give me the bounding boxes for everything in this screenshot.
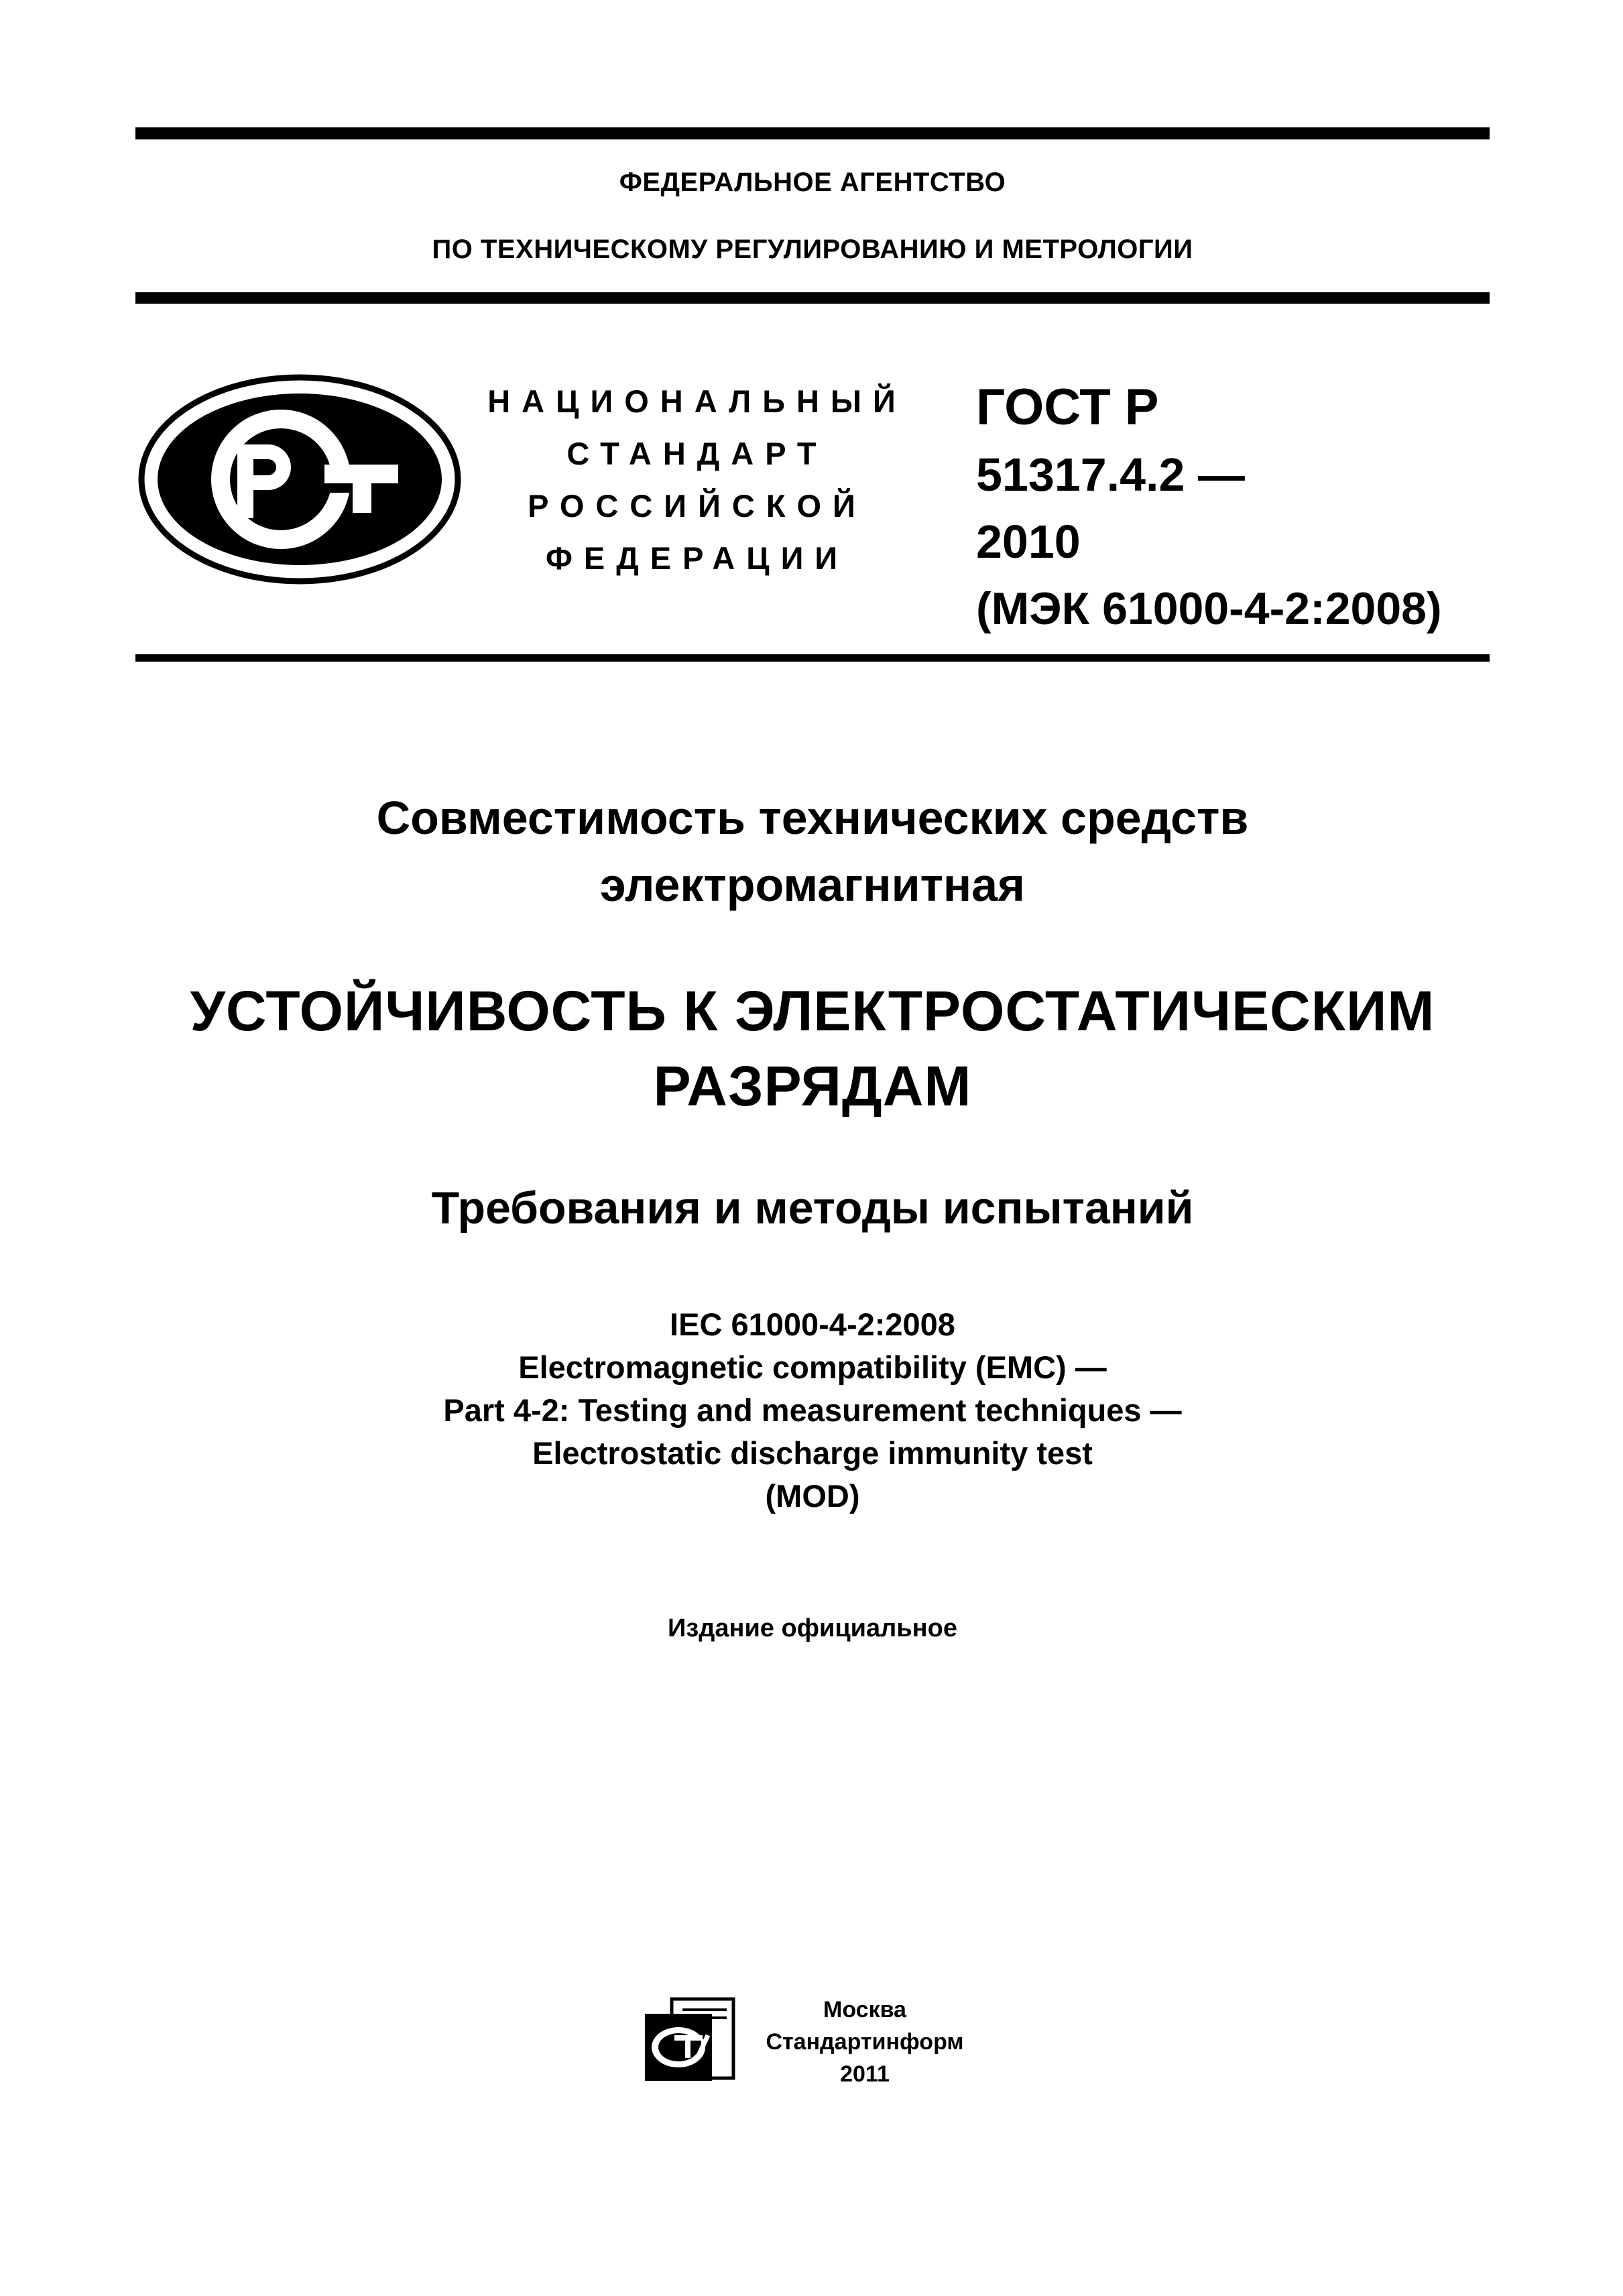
national-standard-label <box>469 375 925 585</box>
iec-line-5: (MOD) <box>765 1478 860 1514</box>
gost-designation <box>976 374 1486 642</box>
iec-reference-block <box>135 1303 1490 1518</box>
agency-line-2: ПО ТЕХНИЧЕСКОМУ РЕГУЛИРОВАНИЮ И МЕТРОЛОГИИ <box>432 235 1193 264</box>
bottom-rule <box>135 654 1490 662</box>
national-line-4: ФЕДЕРАЦИИ <box>545 540 849 576</box>
publisher-imprint <box>751 1994 979 2090</box>
national-line-3: РОССИЙСКОЙ <box>528 488 867 524</box>
standartinform-logo-icon <box>642 1996 737 2083</box>
title-line-1: Совместимость технических средств <box>376 792 1249 844</box>
middle-rule <box>135 292 1490 304</box>
gost-line-2: 51317.4.2 — <box>976 448 1245 501</box>
rst-certification-emblem-icon <box>137 372 463 587</box>
publisher-year: 2011 <box>840 2061 890 2087</box>
gost-line-3: 2010 <box>976 516 1081 568</box>
emblem-p-stem <box>237 444 253 518</box>
main-title-line-2: РАЗРЯДАМ <box>653 1054 972 1117</box>
logo-letter-t-stem <box>685 2035 690 2058</box>
top-rule <box>135 127 1490 139</box>
main-title-block <box>135 973 1490 1124</box>
main-title-line-1: УСТОЙЧИВОСТЬ К ЭЛЕКТРОСТАТИЧЕСКИМ <box>190 979 1435 1042</box>
gost-line-1: ГОСТ Р <box>976 379 1159 436</box>
title-line-2: электромагнитная <box>600 859 1025 911</box>
publisher-city: Москва <box>823 1997 906 2022</box>
iec-line-3: Part 4-2: Testing and measurement techniques — <box>443 1392 1182 1428</box>
iec-line-4: Electrostatic discharge immunity test <box>532 1435 1093 1471</box>
iec-line-2: Electromagnetic compatibility (EMC) — <box>518 1349 1107 1385</box>
document-title-block <box>135 784 1490 918</box>
publisher-name: Стандартинформ <box>766 2029 964 2055</box>
document-subtitle: Требования и методы испытаний <box>431 1183 1194 1233</box>
national-line-2: СТАНДАРТ <box>566 436 828 471</box>
iec-line-1: IEC 61000-4-2:2008 <box>670 1307 955 1342</box>
gost-line-4: (МЭК 61000-4-2:2008) <box>976 583 1442 634</box>
emblem-t-stem <box>353 465 371 513</box>
edition-note: Издание официальное <box>668 1614 957 1642</box>
national-line-1: НАЦИОНАЛЬНЫЙ <box>487 383 907 419</box>
agency-line-1: ФЕДЕРАЛЬНОЕ АГЕНТСТВО <box>619 168 1006 197</box>
